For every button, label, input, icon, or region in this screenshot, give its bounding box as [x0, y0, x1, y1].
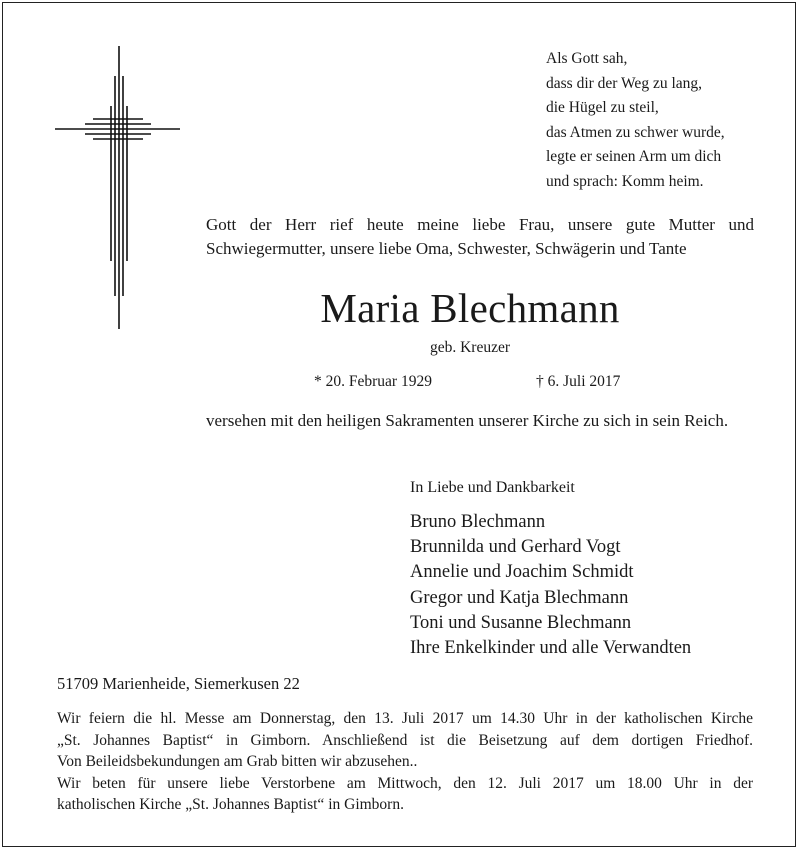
poem-line: legte er seinen Arm um dich: [546, 148, 722, 166]
info-line: „St. Johannes Baptist“ in Gimborn. Anschließend ist die Beisetzung auf dem dortigen Friedhof.: [57, 731, 753, 749]
mourner-name: Toni und Susanne Blechmann: [410, 612, 632, 633]
birth-date: * 20. Februar 1929: [314, 373, 432, 390]
info-line: Von Beileidsbekundungen am Grab bitten wir abzusehen..: [57, 753, 418, 770]
mourners-list: [410, 510, 770, 661]
info-line: katholischen Kirche „St. Johannes Baptist“ in Gimborn.: [57, 796, 404, 813]
poem-line: die Hügel zu steil,: [546, 99, 659, 117]
poem-line: und sprach: Komm heim.: [546, 172, 704, 190]
poem: [546, 47, 786, 195]
service-info: [57, 708, 753, 816]
mourner-name: Annelie und Joachim Schmidt: [410, 562, 634, 583]
mourners-heading: In Liebe und Dankbarkeit: [410, 479, 575, 496]
mourner-name: Brunnilda und Gerhard Vogt: [410, 537, 621, 558]
poem-line: dass dir der Weg zu lang,: [546, 74, 703, 92]
family-address: 51709 Marienheide, Siemerkusen 22: [57, 674, 300, 693]
info-line: Wir feiern die hl. Messe am Donnerstag, den 13. Juli 2017 um 14.30 Uhr in der katholischen Kirche: [57, 710, 753, 727]
poem-line: das Atmen zu schwer wurde,: [546, 123, 725, 141]
death-date: † 6. Juli 2017: [536, 373, 621, 390]
cross-icon: [55, 46, 180, 329]
mourner-name: Ihre Enkelkinder und alle Verwandten: [410, 638, 692, 659]
mourner-name: Gregor und Katja Blechmann: [410, 587, 629, 608]
maiden-name: geb. Kreuzer: [429, 339, 511, 356]
info-line: Wir beten für unsere liebe Verstorbene am Mittwoch, den 12. Juli 2017 um 18.00 Uhr in der: [57, 774, 753, 792]
mourner-name: Bruno Blechmann: [410, 512, 546, 532]
poem-line: Als Gott sah,: [546, 50, 628, 67]
intro-text: Gott der Herr rief heute meine liebe Frau, unsere gute Mutter und Schwiegermutter, unsere liebe Oma, Schwester, Schwägerin und Tante: [206, 215, 754, 258]
continuation-text: versehen mit den heiligen Sakramenten unserer Kirche zu sich in sein Reich.: [206, 411, 729, 430]
deceased-name: Maria Blechmann: [320, 285, 620, 331]
